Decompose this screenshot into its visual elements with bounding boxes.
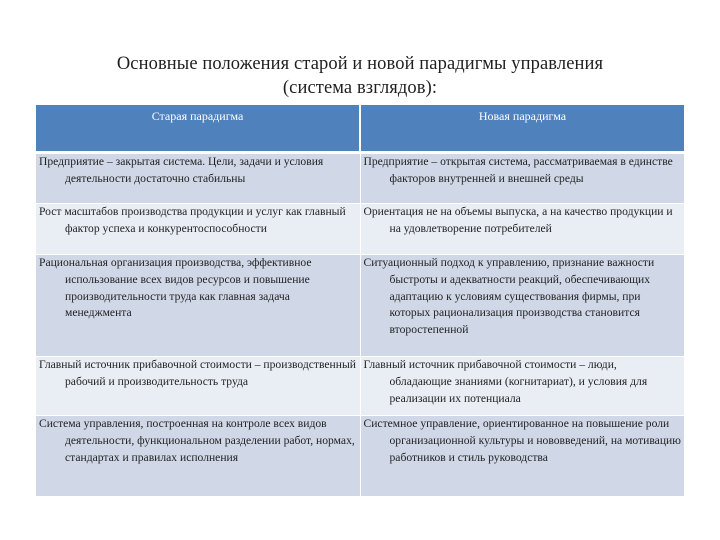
new-paradigm-text: Ситуационный подход к управлению, признание важности быстроты и адекватности реакций, обеспечивающих адаптацию к условиям существования фирмы, при которых рационализация производства становится второстепенной	[363, 256, 655, 337]
new-paradigm-text: Главный источник прибавочной стоимости – люди, обладающие знаниями (когнитариат), и условия для реализации их потенциала	[363, 358, 648, 405]
old-paradigm-cell	[36, 357, 360, 416]
old-paradigm-text: Рациональная организация производства, эффективное использование всех видов ресурсов и повышение производительности труда как главная задача менеджмента	[39, 256, 312, 320]
new-paradigm-cell	[360, 204, 684, 255]
new-paradigm-text: Системное управление, ориентированное на повышение роли организационной культуры и нововведений, на мотивацию работников и стиль руководства	[363, 417, 681, 464]
new-paradigm-text: Ориентация не на объемы выпуска, а на качество продукции и на удовлетворение потребителей	[363, 205, 673, 235]
old-paradigm-text: Рост масштабов производства продукции и услуг как главный фактор успеха и конкурентоспособности	[39, 205, 346, 235]
old-paradigm-cell	[36, 153, 360, 204]
paradigm-comparison-table	[36, 105, 685, 496]
table-row	[36, 153, 684, 204]
header-new-paradigm: Новая парадигма	[360, 105, 684, 153]
old-paradigm-cell	[36, 204, 360, 255]
table-header-row	[36, 105, 684, 153]
old-paradigm-cell	[36, 416, 360, 496]
new-paradigm-cell	[360, 153, 684, 204]
slide-title-line-1: Основные положения старой и новой парадигмы управления	[116, 54, 604, 74]
old-paradigm-cell	[36, 255, 360, 357]
table-row	[36, 357, 684, 416]
old-paradigm-text: Предприятие – закрытая система. Цели, задачи и условия деятельности достаточно стабильны	[39, 155, 324, 185]
old-paradigm-text: Главный источник прибавочной стоимости – производственный рабочий и производительность труда	[39, 358, 356, 388]
table-row	[36, 255, 684, 357]
slide-title-line-2: (система взглядов):	[282, 78, 438, 98]
old-paradigm-text: Система управления, построенная на контроле всех видов деятельности, функциональном разделении работ, нормах, стандартах и правилах исполнения	[39, 417, 355, 464]
slide-title	[40, 52, 680, 100]
new-paradigm-text: Предприятие – открытая система, рассматриваемая в единстве факторов внутренней и внешней среды	[363, 155, 673, 185]
new-paradigm-cell	[360, 416, 684, 496]
table-row	[36, 416, 684, 496]
header-old-paradigm: Старая парадигма	[36, 105, 360, 153]
table-row	[36, 204, 684, 255]
new-paradigm-cell	[360, 357, 684, 416]
new-paradigm-cell	[360, 255, 684, 357]
